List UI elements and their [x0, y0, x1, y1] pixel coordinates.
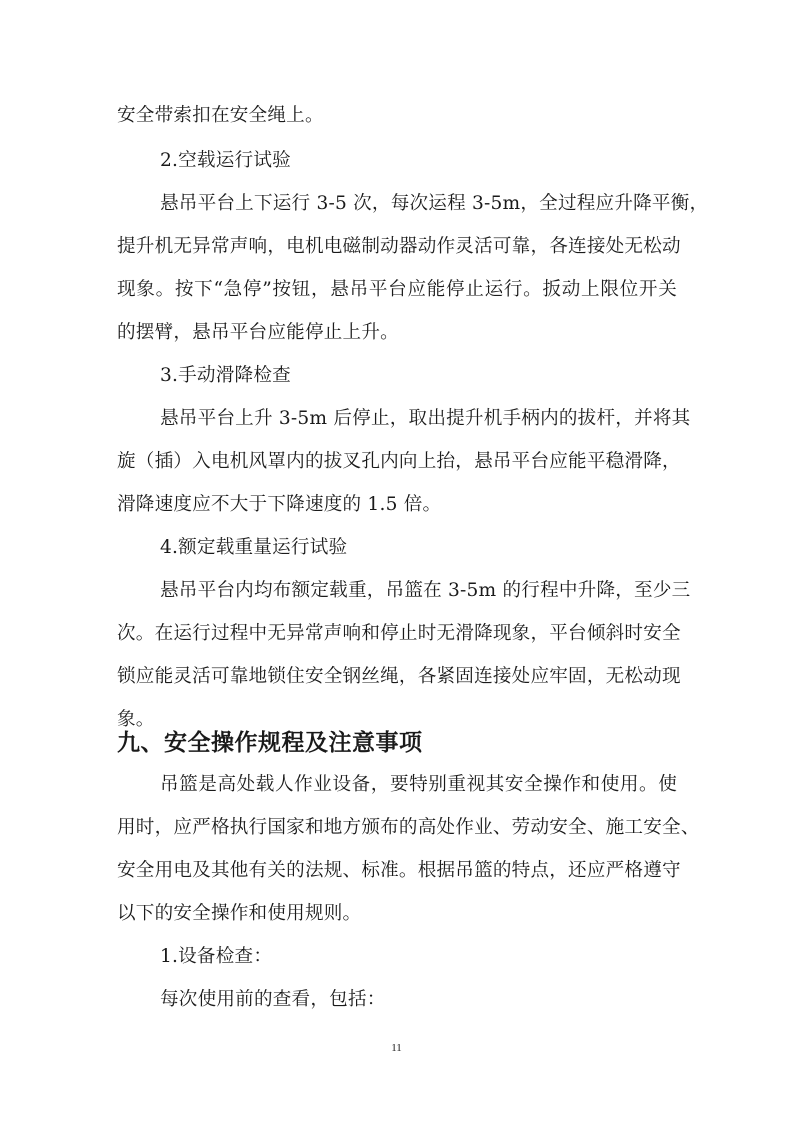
paragraph-line: 次。在运行过程中无异常声响和停止时无滑降现象，平台倾斜时安全 [117, 623, 681, 644]
subheading-empty-load-test: 2.空载运行试验 [160, 150, 291, 171]
paragraph-line: 锁应能灵活可靠地锁住安全钢丝绳，各紧固连接处应牢固，无松动现 [117, 666, 681, 687]
paragraph-line: 象。 [117, 709, 155, 730]
paragraph-line: 旋（插）入电机风罩内的拔叉孔内向上抬，悬吊平台应能平稳滑降， [117, 451, 681, 472]
paragraph-line: 提升机无异常声响，电机电磁制动器动作灵活可靠，各连接处无松动 [117, 236, 681, 257]
paragraph-line: 悬吊平台上升 3-5m 后停止，取出提升机手柄内的拔杆，并将其 [160, 408, 691, 429]
paragraph-line: 悬吊平台内均布额定载重，吊篮在 3-5m 的行程中升降，至少三 [160, 580, 691, 601]
paragraph-line: 每次使用前的查看，包括： [160, 989, 386, 1010]
subheading-manual-descent-check: 3.手动滑降检查 [160, 365, 291, 386]
paragraph-line: 以下的安全操作和使用规则。 [117, 903, 362, 924]
page-number: 11 [391, 1042, 402, 1054]
paragraph-line: 现象。按下“急停”按钮，悬吊平台应能停止运行。扳动上限位开关 [117, 279, 677, 300]
paragraph-line: 安全用电及其他有关的法规、标准。根据吊篮的特点，还应严格遵守 [117, 860, 681, 881]
paragraph-line: 的摆臂，悬吊平台应能停止上升。 [117, 322, 399, 343]
paragraph-line: 滑降速度应不大于下降速度的 1.5 倍。 [117, 494, 442, 515]
subheading-rated-load-test: 4.额定载重量运行试验 [160, 537, 348, 558]
paragraph-line: 悬吊平台上下运行 3-5 次，每次运程 3-5m，全过程应升降平衡， [160, 193, 709, 214]
paragraph-line: 安全带索扣在安全绳上。 [117, 105, 324, 126]
section-heading: 九、安全操作规程及注意事项 [117, 730, 423, 756]
paragraph-line: 用时，应严格执行国家和地方颁布的高处作业、劳动安全、施工安全、 [117, 817, 700, 838]
paragraph-line: 吊篮是高处载人作业设备，要特别重视其安全操作和使用。使 [160, 774, 677, 795]
subheading-equipment-check: 1.设备检查： [160, 946, 273, 967]
